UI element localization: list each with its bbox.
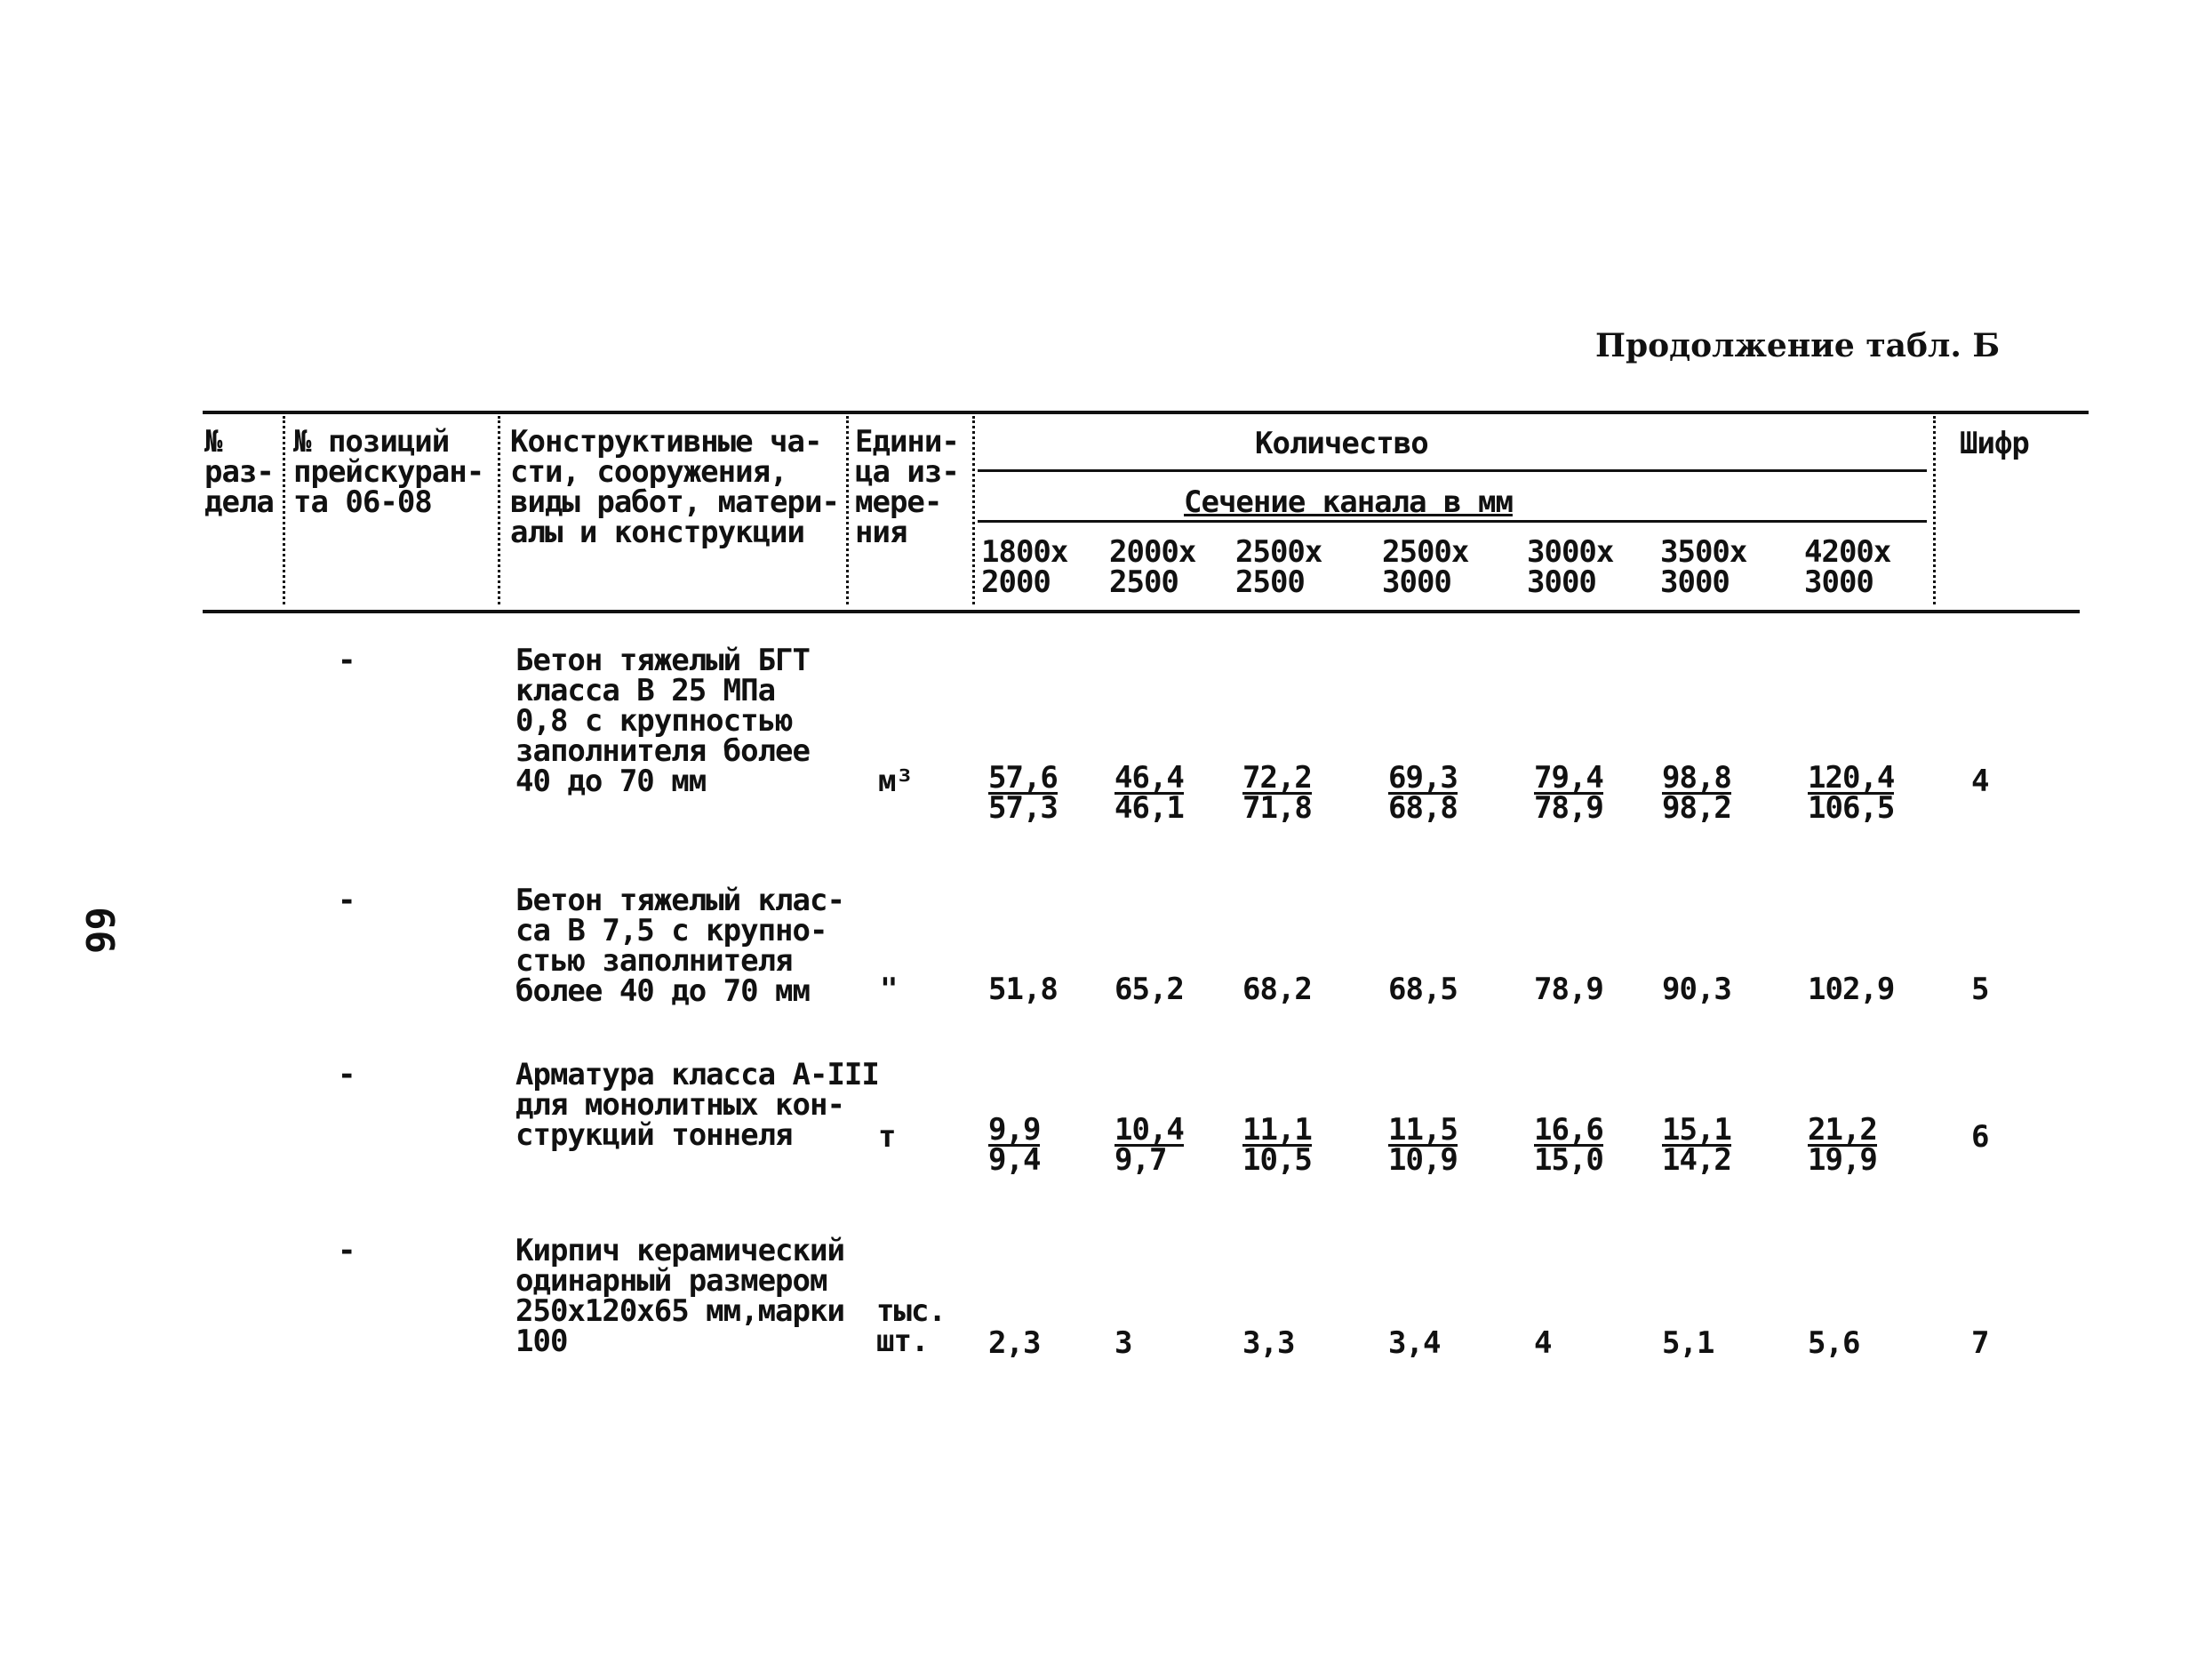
row2-description: Бетон тяжелый клас- са В 7,5 с крупно- стью заполнителя более 40 до 70 мм (515, 883, 844, 1009)
row3-code: 6 (1971, 1119, 1989, 1155)
row3-value-6: $\frac{15,1}{14,2}$ (1662, 1112, 1731, 1178)
row3-value-2: $\frac{10,4}{9,7}$ (1114, 1112, 1184, 1178)
row4-unit: тыс. шт. (876, 1293, 946, 1359)
row1-value-1: $\frac{57,6}{57,3}$ (988, 760, 1058, 826)
row4-value-2: 3 (1114, 1325, 1132, 1361)
row1-value-3: $\frac{72,2}{71,8}$ (1242, 760, 1312, 826)
table-caption: Продолжение табл. Б (1595, 327, 2001, 364)
row2-value-5: 78,9 (1534, 972, 1603, 1007)
row2-value-1: 51,8 (988, 972, 1058, 1007)
header-size-5: 3000х 3000 (1527, 534, 1614, 600)
col-separator (498, 416, 500, 604)
header-section: Сечение канала в мм (1184, 484, 1513, 520)
row2-value-6: 90,3 (1662, 972, 1731, 1007)
row2-value-7: 102,9 (1808, 972, 1895, 1007)
row3-value-4: $\frac{11,5}{10,9}$ (1388, 1112, 1458, 1178)
header-code: Шифр (1960, 426, 2029, 461)
header-size-3: 2500х 2500 (1235, 534, 1322, 600)
col-separator (1933, 416, 1936, 604)
col-separator (846, 416, 849, 604)
row1-unit: м³ (878, 764, 913, 799)
row3-unit: т (878, 1119, 896, 1155)
header-size-2: 2000х 2500 (1109, 534, 1196, 600)
quantity-rule (978, 469, 1927, 472)
row3-value-5: $\frac{16,6}{15,0}$ (1534, 1112, 1603, 1178)
header-quantity: Количество (1255, 426, 1428, 461)
row4-value-5: 4 (1534, 1325, 1552, 1361)
row4-value-7: 5,6 (1808, 1325, 1860, 1361)
row4-value-4: 3,4 (1388, 1325, 1441, 1361)
row4-value-6: 5,1 (1662, 1325, 1714, 1361)
page-number: 66 (76, 907, 122, 954)
row2-value-3: 68,2 (1242, 972, 1312, 1007)
row2-position: - (338, 883, 356, 918)
row3-value-3: $\frac{11,1}{10,5}$ (1242, 1112, 1312, 1178)
header-bottom-rule (203, 610, 2080, 613)
row3-description: Арматура класса А-III для монолитных кон- струкций тоннеля (515, 1057, 879, 1153)
header-size-7: 4200х 3000 (1804, 534, 1891, 600)
header-size-4: 2500х 3000 (1382, 534, 1469, 600)
header-section-number: № раз- дела (204, 424, 274, 520)
row2-code: 5 (1971, 972, 1989, 1007)
row3-value-1: $\frac{9,9}{9,4}$ (988, 1112, 1041, 1178)
col-separator (283, 416, 285, 604)
row3-value-7: $\frac{21,2}{19,9}$ (1808, 1112, 1877, 1178)
row1-description: Бетон тяжелый БГТ класса В 25 МПа 0,8 с крупностью заполнителя более 40 до 70 мм (515, 643, 810, 799)
row1-value-5: $\frac{79,4}{78,9}$ (1534, 760, 1603, 826)
row2-value-4: 68,5 (1388, 972, 1458, 1007)
row1-value-6: $\frac{98,8}{98,2}$ (1662, 760, 1731, 826)
row4-description: Кирпич керамический одинарный размером 250х120х65 мм,марки 100 (515, 1233, 844, 1359)
header-position-number: № позиций прейскуран- та 06-08 (293, 424, 484, 520)
header-size-6: 3500х 3000 (1660, 534, 1747, 600)
header-size-1: 1800х 2000 (981, 534, 1068, 600)
col-separator (972, 416, 975, 604)
header-unit: Едини- ца из- мере- ния (855, 424, 959, 550)
row2-unit: " (880, 972, 898, 1007)
row1-position: - (338, 643, 356, 678)
header-structural-parts: Конструктивные ча- сти, сооружения, виды работ, матери- алы и конструкции (510, 424, 839, 550)
table-top-rule (203, 411, 2089, 414)
row1-value-4: $\frac{69,3}{68,8}$ (1388, 760, 1458, 826)
row4-value-3: 3,3 (1242, 1325, 1295, 1361)
row3-position: - (338, 1057, 356, 1092)
row1-code: 4 (1971, 764, 1989, 799)
section-rule (978, 520, 1927, 523)
row2-value-2: 65,2 (1114, 972, 1184, 1007)
row4-position: - (338, 1233, 356, 1268)
row4-value-1: 2,3 (988, 1325, 1041, 1361)
row1-value-7: $\frac{120,4}{106,5}$ (1808, 760, 1895, 826)
row1-value-2: $\frac{46,4}{46,1}$ (1114, 760, 1184, 826)
row4-code: 7 (1971, 1325, 1989, 1361)
